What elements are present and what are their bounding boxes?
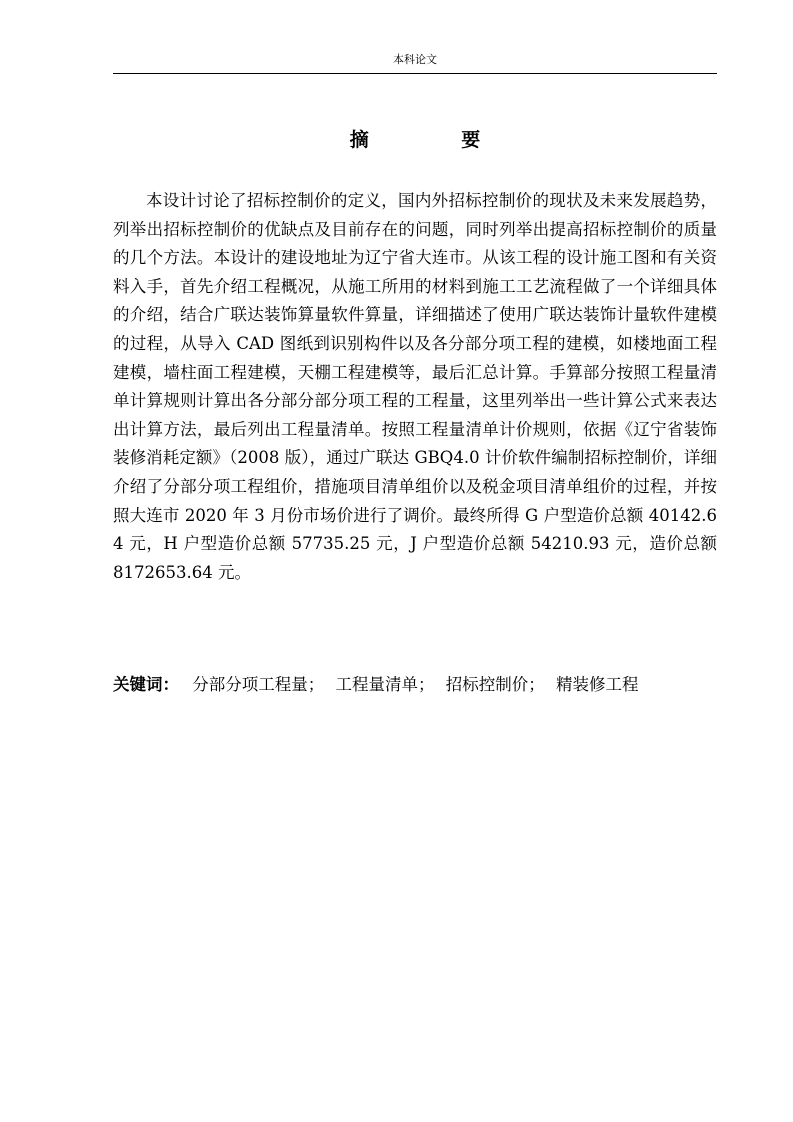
keyword-item: 工程量清单； xyxy=(335,675,435,694)
keywords-label: 关键词： xyxy=(113,675,179,694)
header-rule xyxy=(113,73,717,74)
keyword-item: 招标控制价； xyxy=(445,675,545,694)
keyword-item: 精装修工程 xyxy=(556,675,639,694)
keywords-line xyxy=(113,672,717,698)
abstract-body: 本设计讨论了招标控制价的定义，国内外招标控制价的现状及未来发展趋势，列举出招标控制价的优缺点及目前存在的问题，同时列举出提高招标控制价的质量的几个方法。本设计的建设地址为辽宁省大连市。从该工程的设计施工图和有关资料入手，首先介绍工程概况，从施工所用的材料到施工工艺流程做了一个详细具体的介绍，结合广联达装饰算量软件算量，详细描述了使用广联达装饰计量软件建模的过程，从导入 CAD 图纸到识别构件以及各分部分项工程的建模，如楼地面工程建模，墙柱面工程建模，天棚工程建模等，最后汇总计算。手算部分按照工程量清单计算规则计算出各分部分部分项工程的工程量，这里列举出一些计算公式来表达出计算方法，最后列出工程量清单。按照工程量清单计价规则，依据《辽宁省装饰装修消耗定额》（2008 版），通过广联达 GBQ4.0 计价软件编制招标控制价，详细介绍了分部分项工程组价，措施项目清单组价以及税金项目清单组价的过程，并按照大连市 2020 年 3 月份市场价进行了调价。最终所得 G 户型造价总额 40142.64 元，H 户型造价总额 57735.25 元，J 户型造价总额 54210.93 元，造价总额 8172653.64 元。 xyxy=(113,191,717,582)
keyword-item: 分部分项工程量； xyxy=(192,675,325,694)
abstract-title: 摘 要 xyxy=(349,129,524,151)
running-header: 本科论文 xyxy=(393,53,437,66)
